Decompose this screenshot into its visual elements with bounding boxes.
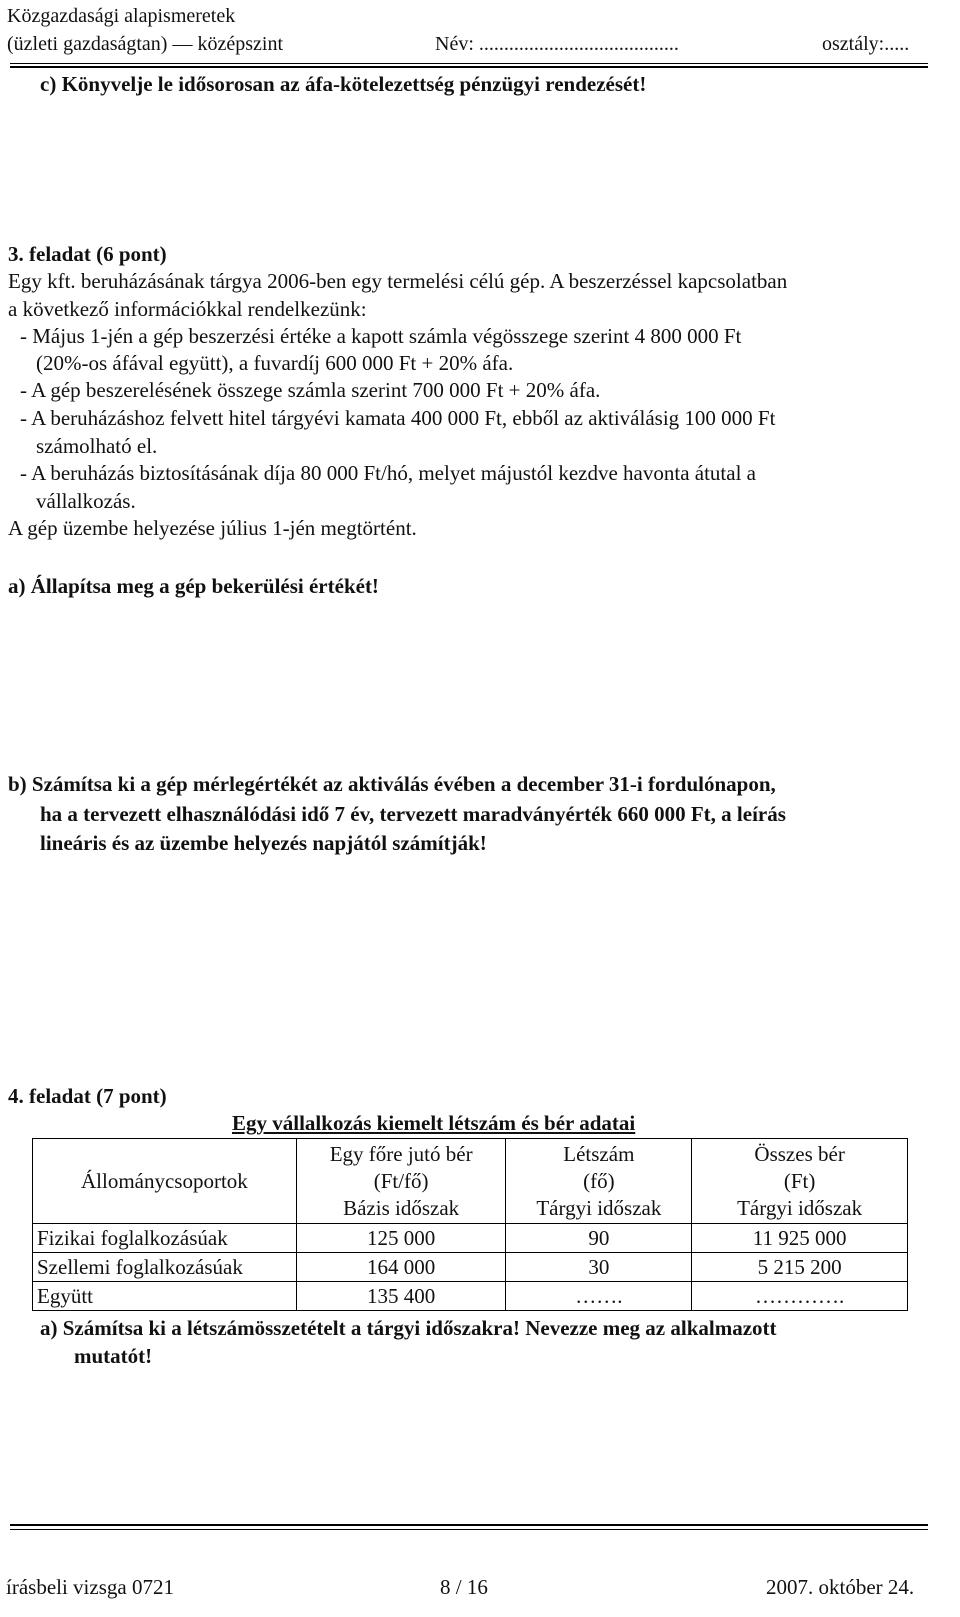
- footer-rule-thin: [10, 1529, 928, 1530]
- cell-group: Fizikai foglalkozásúak: [33, 1224, 297, 1253]
- task3-question-b-line3: lineáris és az üzembe helyezés napjától számítják!: [40, 831, 487, 855]
- header-cell-total-wage: [692, 1139, 908, 1224]
- table-row: [33, 1253, 908, 1282]
- header-name-label: Név: ........................................: [435, 33, 679, 55]
- task3-closing: A gép üzembe helyezése július 1-jén megtörtént.: [8, 516, 417, 540]
- header-wage-line1: Egy főre jutó bér: [329, 1141, 473, 1166]
- cell-total-wage: 5 215 200: [692, 1253, 908, 1282]
- header-cell-group: [33, 1139, 297, 1224]
- task3-question-a: a) Állapítsa meg a gép bekerülési értékét!: [8, 574, 379, 598]
- header-total-line3: Tárgyi időszak: [737, 1195, 863, 1220]
- header-title-line1: Közgazdasági alapismeretek: [7, 5, 236, 27]
- table-row: [33, 1224, 908, 1253]
- task3-question-b-line1: b) Számítsa ki a gép mérlegértékét az aktiválás évében a december 31-i fordulónapon,: [8, 772, 776, 796]
- table-row: [33, 1282, 908, 1311]
- header-wage-line3: Bázis időszak: [343, 1195, 460, 1220]
- task3-question-b-line2: ha a tervezett elhasználódási idő 7 év, tervezett maradványérték 660 000 Ft, a leírás: [40, 802, 786, 826]
- cell-wage: 135 400: [296, 1282, 506, 1311]
- footer-page-number: 8 / 16: [440, 1575, 488, 1599]
- task3-bullet4-line2: vállalkozás.: [36, 489, 136, 513]
- cell-wage: 125 000: [296, 1224, 506, 1253]
- header-headcount-line2: (fő): [583, 1168, 615, 1193]
- task4-question-a-line1: a) Számítsa ki a létszámösszetételt a tárgyi időszakra! Nevezze meg az alkalmazott: [40, 1316, 777, 1340]
- footer-exam-label: írásbeli vizsga 0721: [6, 1575, 174, 1599]
- task3-bullet1-line2: (20%-os áfával együtt), a fuvardíj 600 000 Ft + 20% áfa.: [36, 351, 514, 375]
- header-title-line2: (üzleti gazdaságtan) ― középszint: [7, 33, 283, 55]
- section-c-prompt: c) Könyvelje le idősorosan az áfa-kötelezettség pénzügyi rendezését!: [40, 72, 647, 96]
- cell-wage: 164 000: [296, 1253, 506, 1282]
- task3-bullet1-line1: - Május 1-jén a gép beszerzési értéke a kapott számla végösszege szerint 4 800 000 Ft: [20, 324, 742, 348]
- header-cell-wage: [296, 1139, 506, 1224]
- footer-rule-thick: [10, 1524, 928, 1526]
- cell-group: Együtt: [33, 1282, 297, 1311]
- header-headcount-line1: Létszám: [563, 1141, 635, 1166]
- header-cell-group-label: Állománycsoportok: [80, 1168, 248, 1193]
- task4-title: 4. feladat (7 pont): [8, 1084, 167, 1108]
- task3-intro-line1: Egy kft. beruházásának tárgya 2006-ben egy termelési célú gép. A beszerzéssel kapcsolatban: [8, 269, 788, 293]
- task3-intro-line2: a következő információkkal rendelkezünk:: [8, 297, 367, 321]
- cell-group: Szellemi foglalkozásúak: [33, 1253, 297, 1282]
- task3-bullet3-line1: - A beruházáshoz felvett hitel tárgyévi kamata 400 000 Ft, ebből az aktiválásig 100 000 Ft: [20, 406, 776, 430]
- header-cell-headcount: [506, 1139, 692, 1224]
- cell-total-wage: 11 925 000: [692, 1224, 908, 1253]
- task4-table-title: Egy vállalkozás kiemelt létszám és bér adatai: [232, 1111, 636, 1135]
- staff-wage-table: [32, 1138, 908, 1311]
- task4-question-a-line2: mutatót!: [74, 1344, 153, 1368]
- cell-total-wage: ………….: [692, 1282, 908, 1311]
- header-class-label: osztály:.....: [822, 33, 910, 55]
- footer-date: 2007. október 24.: [766, 1575, 915, 1599]
- header-rule-thick: [10, 66, 928, 68]
- header-total-line2: (Ft): [783, 1168, 816, 1193]
- table-header-row: [33, 1139, 908, 1224]
- task3-title: 3. feladat (6 pont): [8, 242, 167, 266]
- header-total-line1: Összes bér: [754, 1141, 845, 1166]
- header-headcount-line3: Tárgyi időszak: [536, 1195, 662, 1220]
- cell-headcount: 30: [506, 1253, 692, 1282]
- task3-bullet3-line2: számolható el.: [36, 434, 158, 458]
- task3-bullet4-line1: - A beruházás biztosításának díja 80 000 Ft/hó, melyet májustól kezdve havonta átutal a: [20, 461, 756, 485]
- cell-headcount: 90: [506, 1224, 692, 1253]
- header-wage-line2: (Ft/fő): [373, 1168, 429, 1193]
- task3-bullet2: - A gép beszerelésének összege számla szerint 700 000 Ft + 20% áfa.: [20, 378, 601, 402]
- cell-headcount: …….: [506, 1282, 692, 1311]
- header-rule-thin: [10, 63, 928, 64]
